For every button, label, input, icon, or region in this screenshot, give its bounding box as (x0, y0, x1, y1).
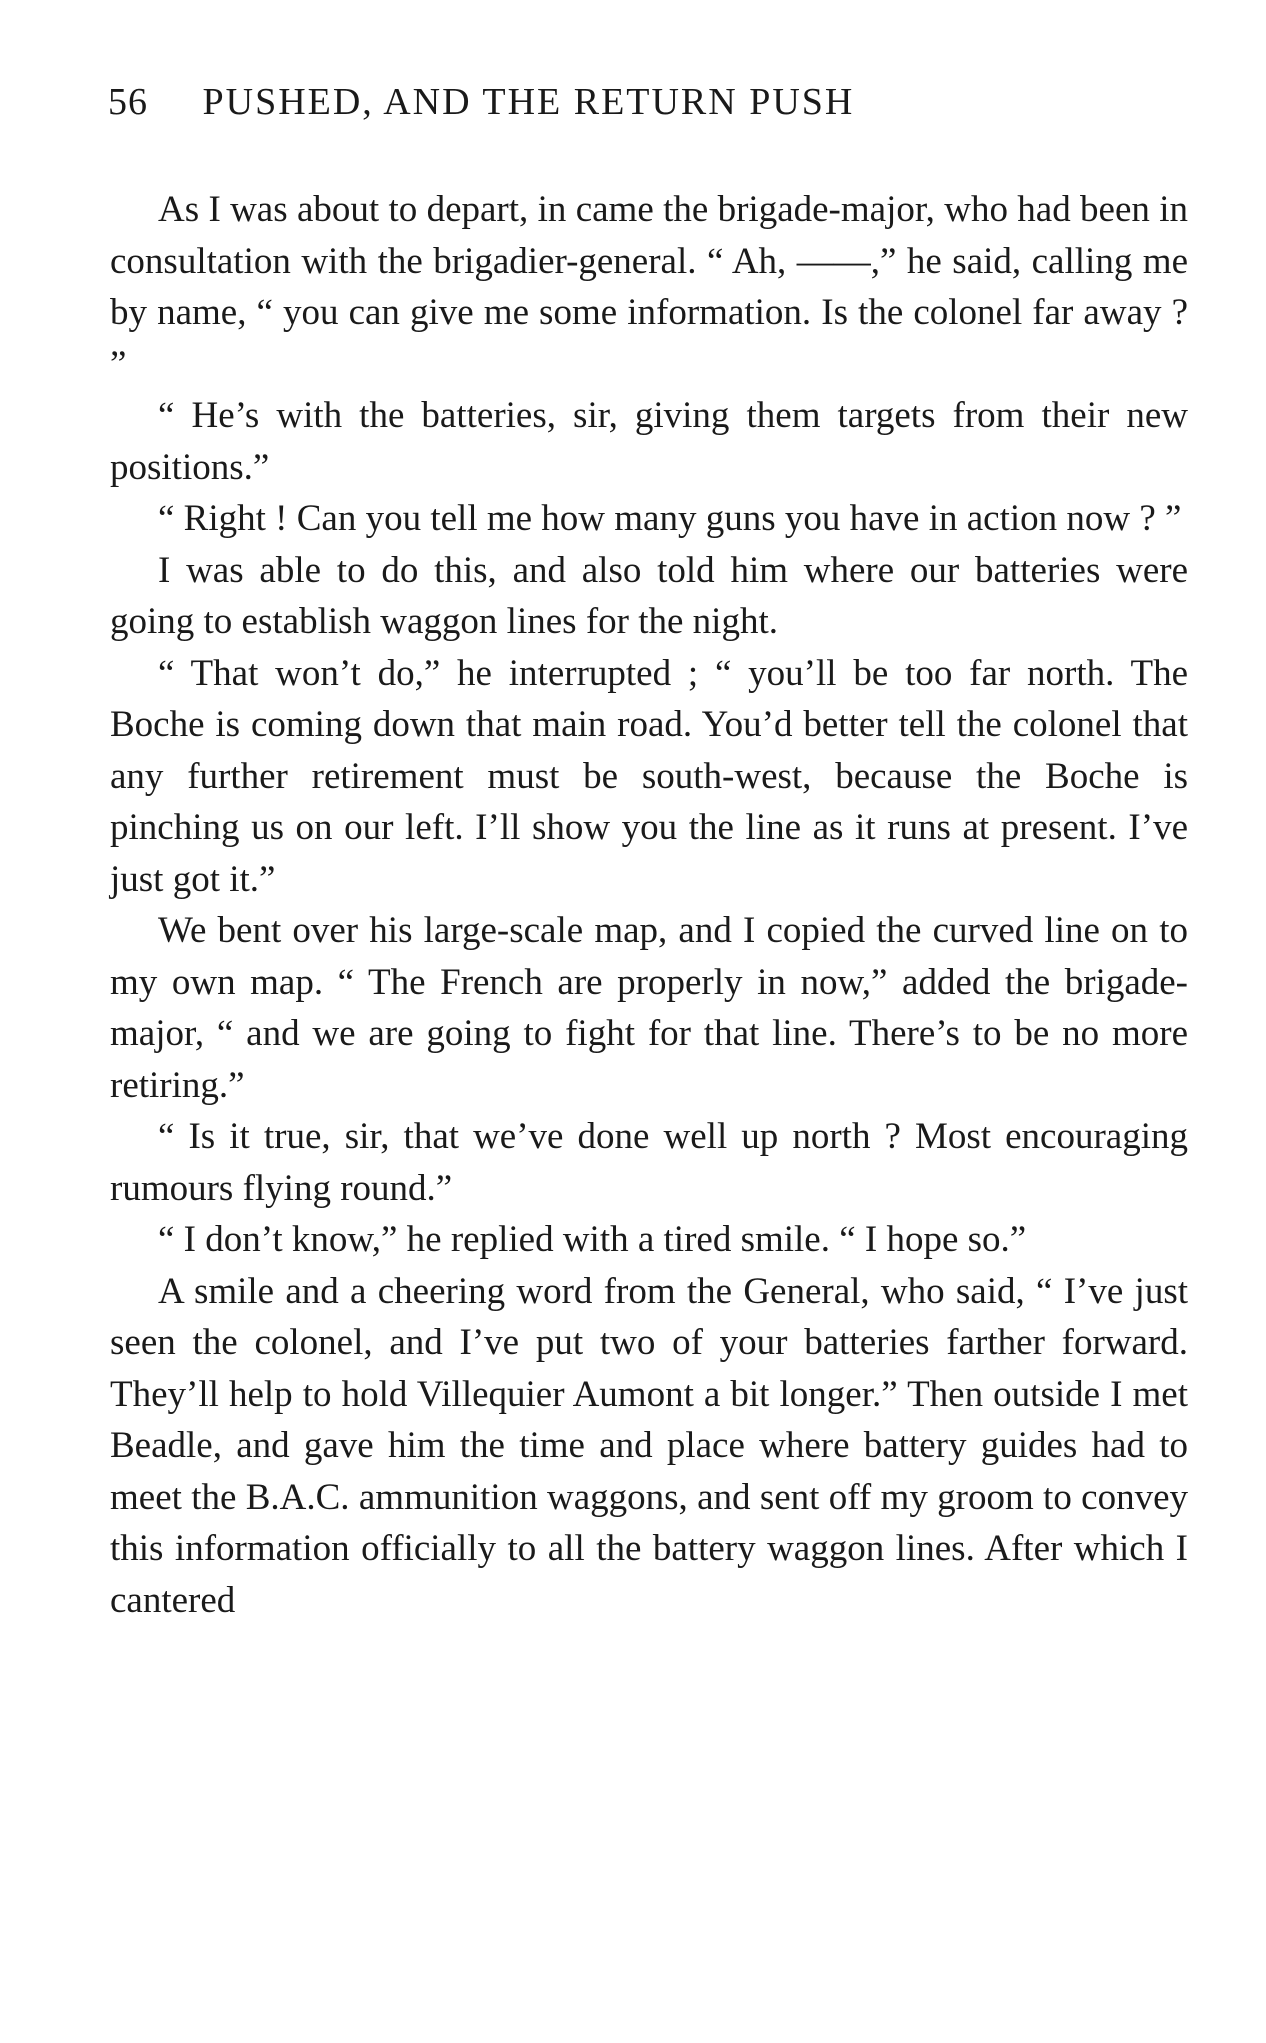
paragraph-9: A smile and a cheering word from the General, who said, “ I’ve just seen the colonel, and I’ve put two of your batteries farther forward. They’ll help to hold Villequier Aumont a bit longer.” Then outside I met Beadle, and gave him the time and place where battery guides had to meet the B.A.C. ammunition waggons, and sent off my groom to convey this information officially to all the battery waggon lines. After which I cantered (110, 1270, 1188, 1621)
running-title: PUSHED, AND THE RETURN PUSH (202, 81, 855, 123)
paragraph-5: “ That won’t do,” he interrupted ; “ you’ll be too far north. The Boche is coming down that main road. You’d better tell the colonel that any further retirement must be south-west, because the Boche is pinching us on our left. I’ll show you the line as it runs at present. I’ve just got it.” (110, 652, 1188, 900)
paragraph-8: “ I don’t know,” he replied with a tired smile. “ I hope so.” (158, 1219, 1027, 1260)
paragraph-1: As I was about to depart, in came the brigade-major, who had been in consultation with the brigadier-general. “ Ah, ——,” he said, calling me by name, “ you can give me some information. Is the colonel far away ? ” (110, 189, 1188, 385)
paragraph-7: “ Is it true, sir, that we’ve done well up north ? Most encouraging rumours flying round.” (110, 1116, 1188, 1209)
running-head (108, 80, 1168, 140)
paragraph-3: “ Right ! Can you tell me how many guns you have in action now ? ” (158, 498, 1182, 539)
page-number: 56 (108, 81, 148, 123)
paragraph-2: “ He’s with the batteries, sir, giving them targets from their new positions.” (110, 395, 1188, 488)
paragraph-6: We bent over his large-scale map, and I copied the curved line on to my own map. “ The French are properly in now,” added the brigade-major, “ and we are going to fight for that line. There’s to be no more retiring.” (110, 910, 1188, 1106)
paragraph-4: I was able to do this, and also told him where our batteries were going to establish waggon lines for the night. (110, 549, 1188, 642)
body-text (110, 184, 1188, 1626)
